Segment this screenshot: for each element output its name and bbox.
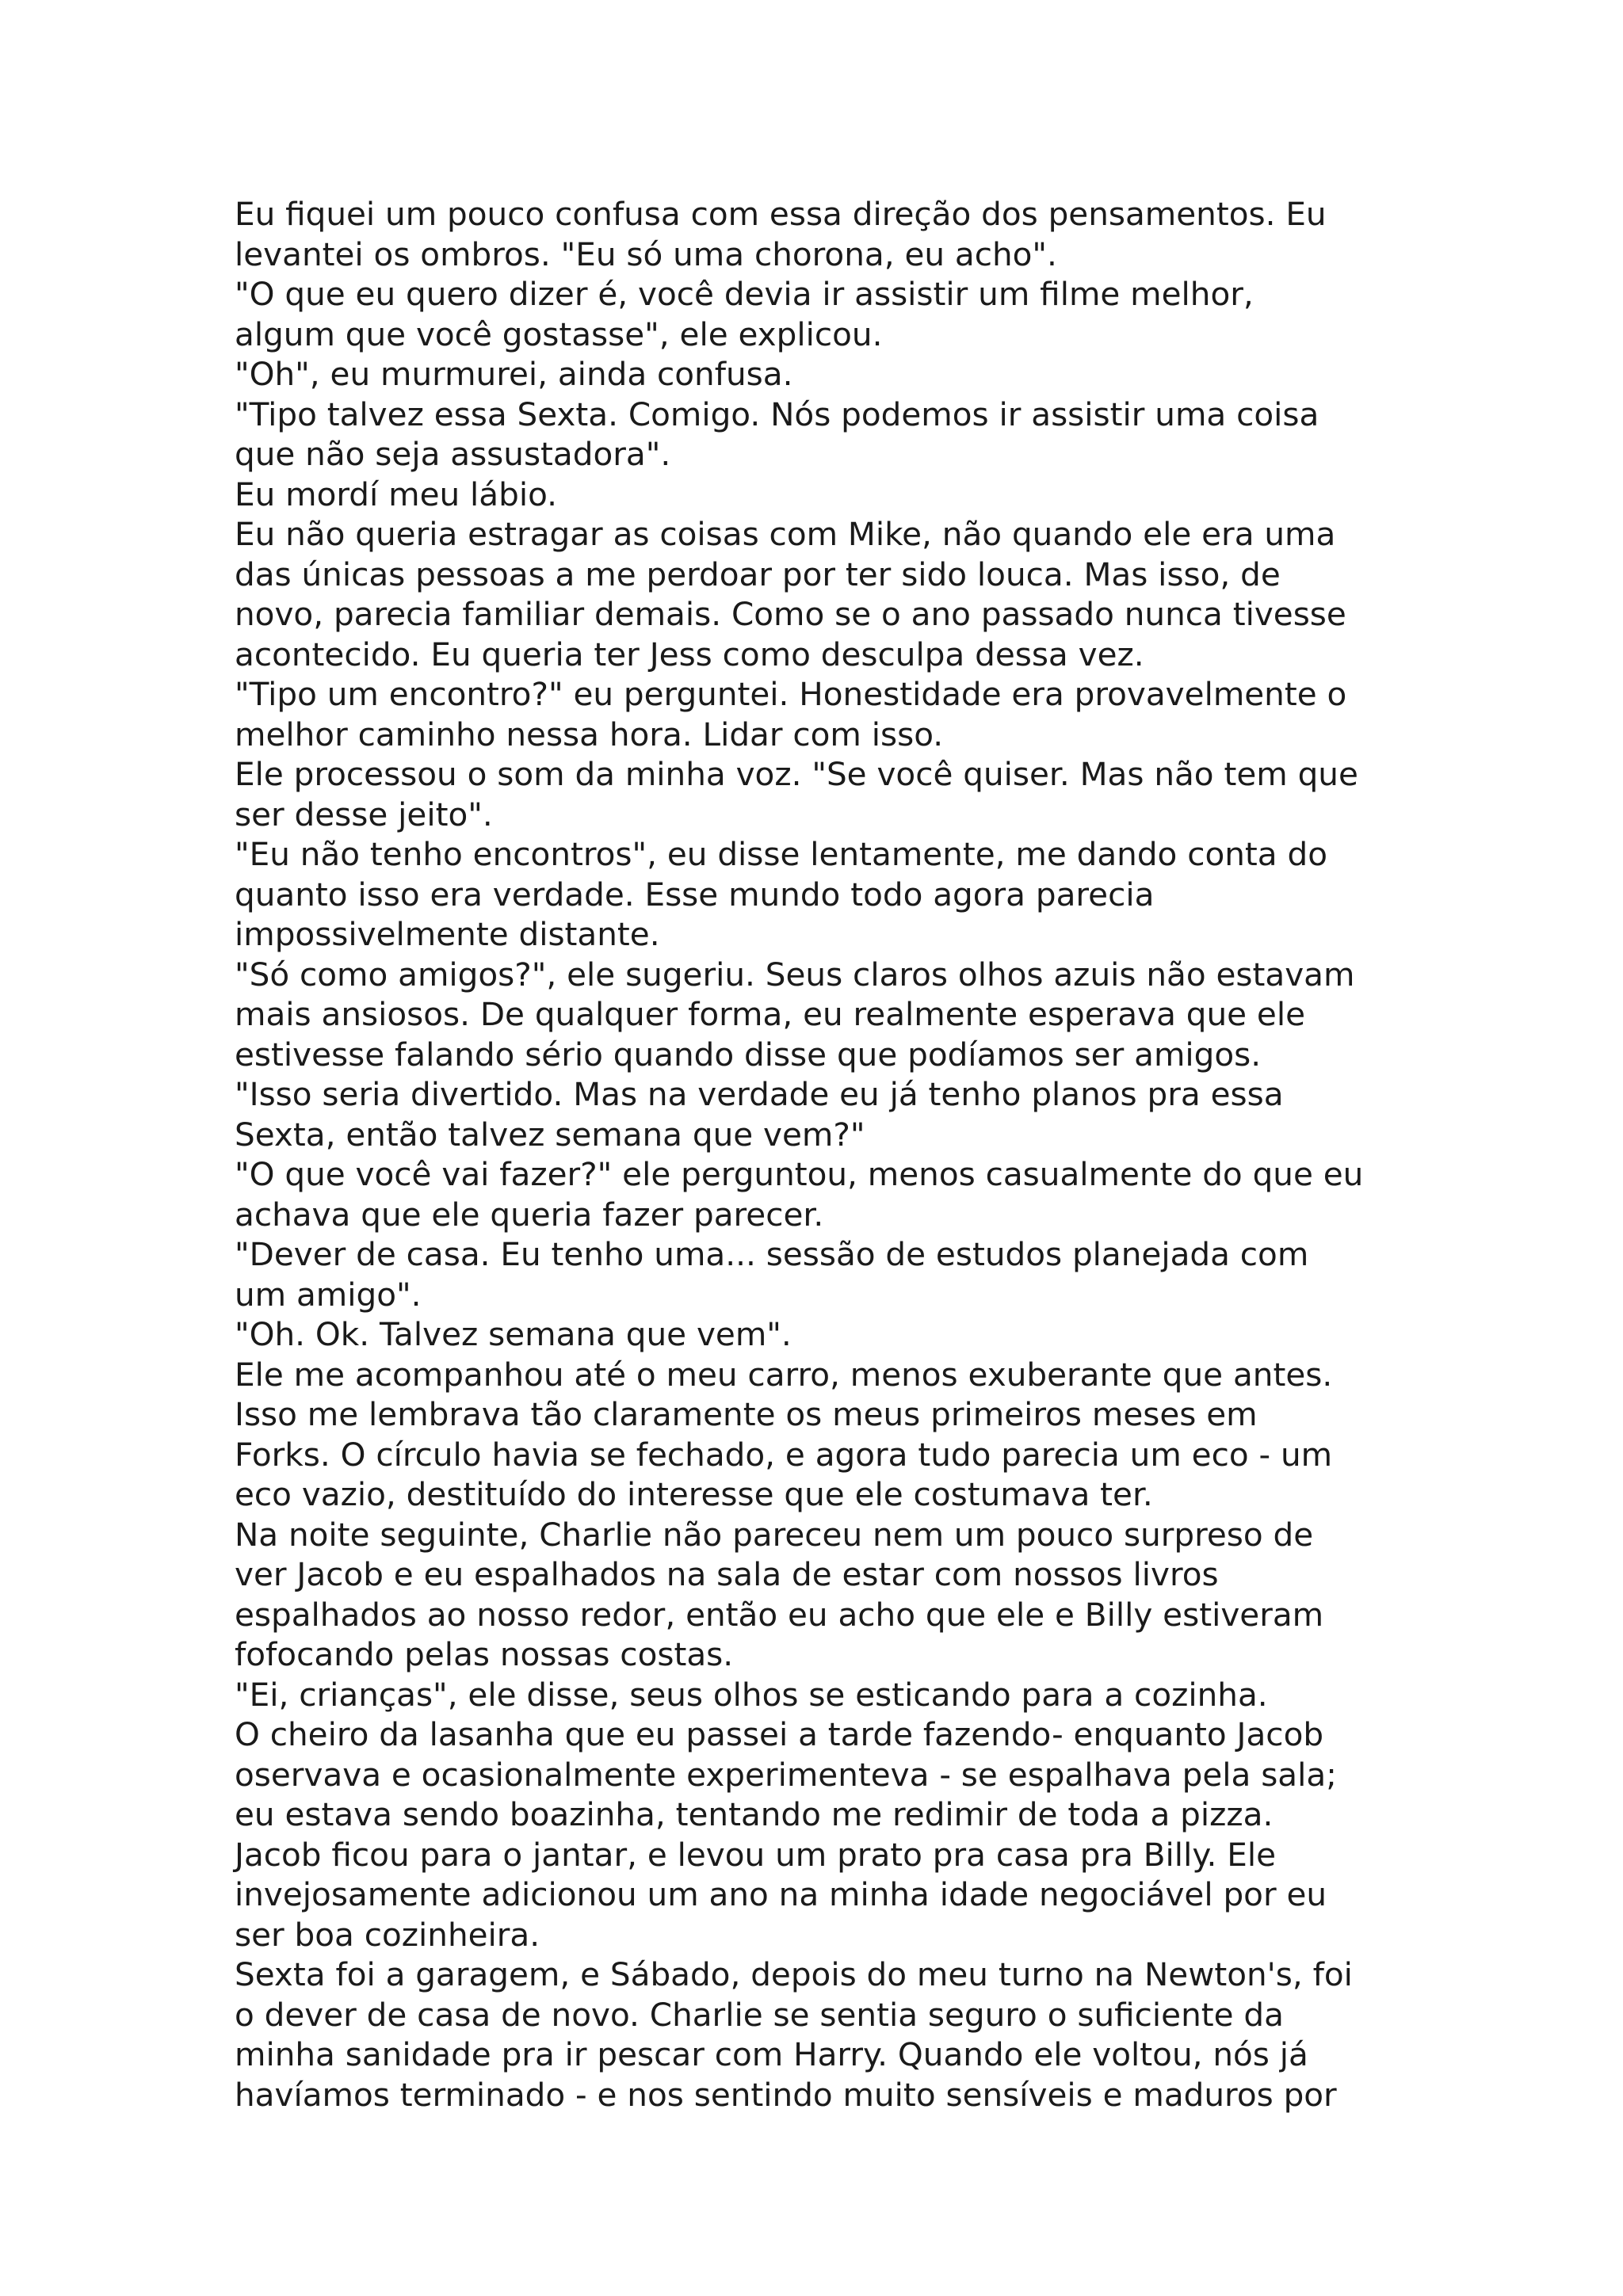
text-line: "Ei, crianças", ele disse, seus olhos se esticando para a cozinha. — [235, 1675, 1268, 1714]
text-line: O cheiro da lasanha que eu passei a tarde fazendo- enquanto Jacob — [235, 1715, 1324, 1753]
text-line: minha sanidade pra ir pescar com Harry. Quando ele voltou, nós já — [235, 2035, 1308, 2073]
text-line: Ele me acompanhou até o meu carro, menos exuberante que antes. — [235, 1355, 1333, 1394]
text-line: impossivelmente distante. — [235, 915, 660, 953]
text-line: Sexta foi a garagem, e Sábado, depois do meu turno na Newton's, foi — [235, 1955, 1353, 1993]
text-line: "O que eu quero dizer é, você devia ir assistir um filme melhor, — [235, 275, 1254, 313]
text-line: Eu mordí meu lábio. — [235, 475, 558, 513]
text-line: Sexta, então talvez semana que vem?" — [235, 1115, 865, 1154]
text-line: invejosamente adicionou um ano na minha idade negociável por eu — [235, 1875, 1327, 1913]
text-line: Jacob ficou para o jantar, e levou um prato pra casa pra Billy. Ele — [235, 1835, 1277, 1874]
text-line: "Eu não tenho encontros", eu disse lentamente, me dando conta do — [235, 835, 1327, 873]
text-line: ver Jacob e eu espalhados na sala de estar com nossos livros — [235, 1555, 1219, 1593]
text-line: "O que você vai fazer?" ele perguntou, menos casualmente do que eu — [235, 1155, 1364, 1193]
body-text — [235, 194, 1423, 2115]
text-line: "Oh", eu murmurei, ainda confusa. — [235, 355, 793, 393]
text-line: novo, parecia familiar demais. Como se o ano passado nunca tivesse — [235, 595, 1346, 633]
text-line: ser desse jeito". — [235, 795, 493, 833]
text-line: levantei os ombros. "Eu só uma chorona, eu acho". — [235, 235, 1057, 273]
text-line: acontecido. Eu queria ter Jess como desculpa dessa vez. — [235, 635, 1144, 673]
text-line: algum que você gostasse", ele explicou. — [235, 315, 883, 353]
text-line: "Tipo talvez essa Sexta. Comigo. Nós podemos ir assistir uma coisa — [235, 395, 1319, 433]
text-line: Isso me lembrava tão claramente os meus primeiros meses em — [235, 1395, 1258, 1433]
text-line: um amigo". — [235, 1275, 422, 1314]
text-line: achava que ele queria fazer parecer. — [235, 1195, 824, 1234]
text-line: "Oh. Ok. Talvez semana que vem". — [235, 1315, 792, 1353]
text-line: eco vazio, destituído do interesse que ele costumava ter. — [235, 1475, 1153, 1513]
text-line: eu estava sendo boazinha, tentando me redimir de toda a pizza. — [235, 1795, 1274, 1833]
text-line: havíamos terminado - e nos sentindo muito sensíveis e maduros por — [235, 2075, 1337, 2114]
text-line: o dever de casa de novo. Charlie se sentia seguro o suficiente da — [235, 1995, 1284, 2034]
text-line: Ele processou o som da minha voz. "Se você quiser. Mas não tem que — [235, 755, 1358, 793]
text-line: fofocando pelas nossas costas. — [235, 1635, 734, 1673]
text-line: "Tipo um encontro?" eu perguntei. Honestidade era provavelmente o — [235, 675, 1347, 713]
text-line: espalhados ao nosso redor, então eu acho que ele e Billy estiveram — [235, 1595, 1324, 1634]
text-line: Eu fiquei um pouco confusa com essa direção dos pensamentos. Eu — [235, 195, 1327, 233]
text-line: que não seja assustadora". — [235, 435, 671, 473]
text-line: Na noite seguinte, Charlie não pareceu nem um pouco surpreso de — [235, 1515, 1314, 1554]
text-line: Forks. O círculo havia se fechado, e agora tudo parecia um eco - um — [235, 1435, 1333, 1474]
text-line: melhor caminho nessa hora. Lidar com isso. — [235, 715, 944, 753]
text-line: oservava e ocasionalmente experimenteva - se espalhava pela sala; — [235, 1755, 1337, 1794]
text-line: ser boa cozinheira. — [235, 1915, 540, 1954]
text-line: Eu não queria estragar as coisas com Mike, não quando ele era uma — [235, 515, 1336, 553]
text-line: "Isso seria divertido. Mas na verdade eu já tenho planos pra essa — [235, 1075, 1284, 1113]
text-line: mais ansiosos. De qualquer forma, eu realmente esperava que ele — [235, 995, 1306, 1033]
text-line: "Só como amigos?", ele sugeriu. Seus claros olhos azuis não estavam — [235, 955, 1355, 994]
text-line: estivesse falando sério quando disse que podíamos ser amigos. — [235, 1035, 1262, 1074]
text-line: quanto isso era verdade. Esse mundo todo agora parecia — [235, 875, 1155, 913]
text-line: "Dever de casa. Eu tenho uma... sessão de estudos planejada com — [235, 1235, 1309, 1273]
text-line: das únicas pessoas a me perdoar por ter sido louca. Mas isso, de — [235, 555, 1281, 593]
